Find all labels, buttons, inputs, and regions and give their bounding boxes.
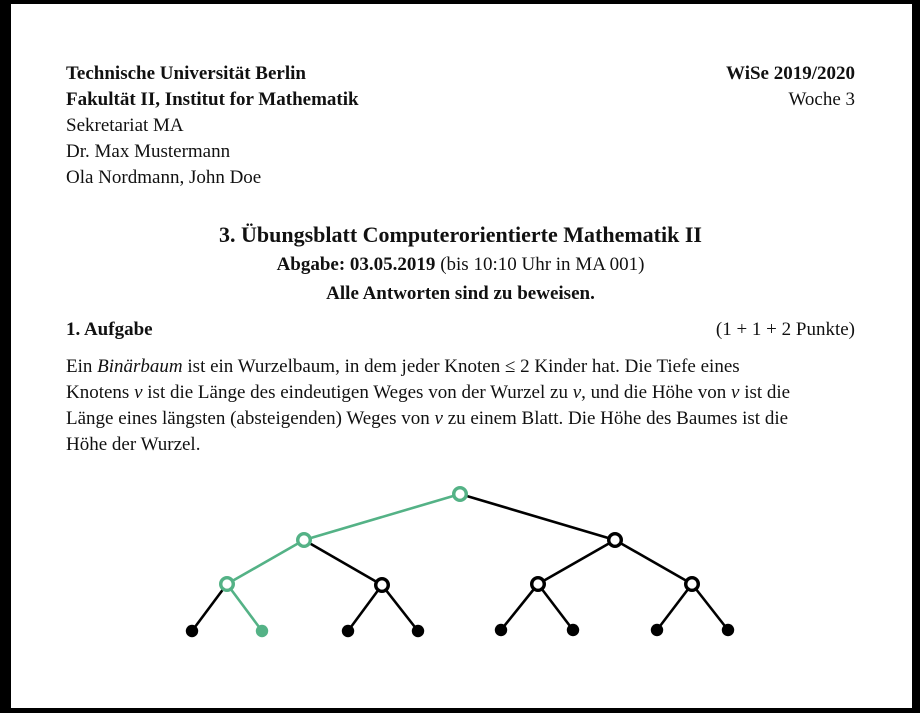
task-description <box>66 354 855 458</box>
tree-edge <box>460 494 615 540</box>
header-line: Fakultät II, Institut for Mathematik <box>66 89 359 110</box>
text-segment: ist die <box>739 382 791 403</box>
tree-node-R <box>609 534 622 547</box>
paragraph-line <box>66 432 855 458</box>
sheet-title: 3. Übungsblatt Computerorientierte Mathematik II <box>219 222 702 247</box>
tree-edge <box>538 540 615 584</box>
tree-node-RRR <box>722 624 734 636</box>
tree-edge <box>304 494 460 540</box>
task-label: 1. Aufgabe <box>66 319 153 340</box>
paragraph-line <box>66 354 855 380</box>
text-segment: v <box>731 382 740 403</box>
text-segment: ist die Länge des eindeutigen Weges von der Wurzel zu <box>142 382 573 403</box>
text-segment: Binärbaum <box>97 356 183 377</box>
tree-edge <box>227 540 304 584</box>
task-points: (1 + 1 + 2 Punkte) <box>715 319 855 340</box>
header-line: Dr. Max Mustermann <box>66 141 231 162</box>
text-segment: , und die Höhe von <box>581 382 731 403</box>
tree-node-LLL <box>186 625 198 637</box>
tree-node-RR <box>686 578 699 591</box>
text-segment: ist ein Wurzelbaum, in dem jeder Knoten ≤ 2 Kinder hat. Die Tiefe eines <box>182 356 740 377</box>
proof-note: Alle Antworten sind zu beweisen. <box>326 283 595 304</box>
header-line: Ola Nordmann, John Doe <box>66 167 262 188</box>
text-segment: Länge eines längsten (absteigenden) Weges von <box>66 408 435 429</box>
text-segment: v <box>134 382 143 403</box>
tree-edge <box>501 584 538 630</box>
submission-deadline <box>66 250 855 279</box>
tree-edge <box>382 585 418 631</box>
tree-node-root <box>454 488 467 501</box>
tree-node-LRR <box>412 625 424 637</box>
tree-node-RLR <box>567 624 579 636</box>
paragraph-line <box>66 406 855 432</box>
tree-edge <box>692 584 728 630</box>
tree-node-L <box>298 534 311 547</box>
document-content <box>11 4 912 458</box>
header-line: Sekretariat MA <box>66 115 184 136</box>
text-segment: v <box>572 382 582 403</box>
tree-node-LL <box>221 578 234 591</box>
document-header <box>66 61 855 191</box>
tree-edge <box>348 585 382 631</box>
tree-node-LRL <box>342 625 354 637</box>
tree-edge <box>657 584 692 630</box>
tree-node-RRL <box>651 624 663 636</box>
tree-node-LR <box>376 579 389 592</box>
tree-edge <box>304 540 382 585</box>
tree-node-LLR <box>256 625 268 637</box>
header-right-block <box>726 61 855 113</box>
tree-edge <box>615 540 692 584</box>
header-left-block <box>66 61 359 191</box>
tree-edge <box>538 584 573 630</box>
header-line: WiSe 2019/2020 <box>726 63 855 84</box>
text-segment: Abgabe: 03.05.2019 <box>276 254 436 275</box>
text-segment: Ein <box>66 356 98 377</box>
text-segment: v <box>434 408 443 429</box>
paragraph-line <box>66 380 855 406</box>
text-segment: Knotens <box>66 382 135 403</box>
tree-node-RL <box>532 578 545 591</box>
task-heading-row <box>66 317 855 343</box>
text-segment: Höhe der Wurzel. <box>66 434 201 455</box>
tree-edge <box>192 584 227 631</box>
tree-node-RLL <box>495 624 507 636</box>
header-line: Technische Universität Berlin <box>66 63 306 84</box>
header-line: Woche 3 <box>788 89 855 110</box>
text-segment: zu einem Blatt. Die Höhe des Baumes ist die <box>442 408 789 429</box>
text-segment: (bis 10:10 Uhr in MA 001) <box>435 254 645 275</box>
tree-edge <box>227 584 262 631</box>
